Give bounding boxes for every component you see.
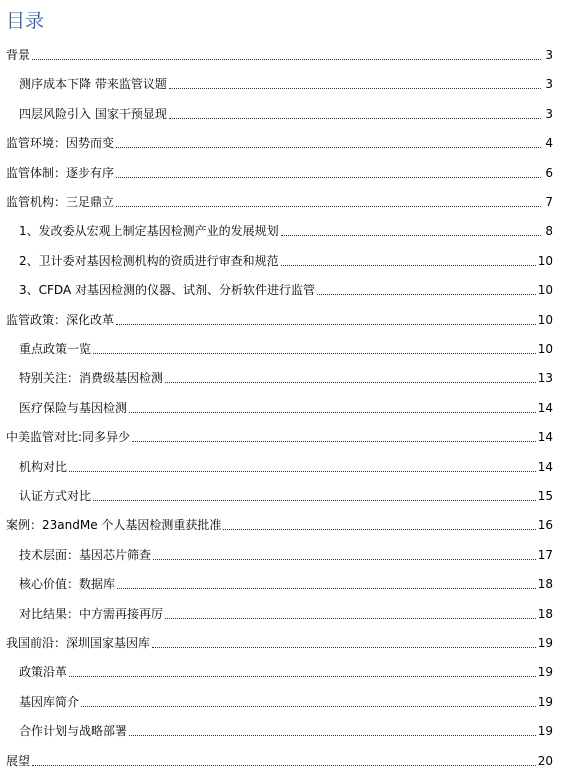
toc-dot-leader	[132, 441, 536, 442]
toc-dot-leader	[169, 118, 541, 119]
toc-entry-label: 测序成本下降 带来监管议题	[19, 77, 167, 92]
toc-entry[interactable]	[19, 664, 553, 680]
toc-dot-leader	[223, 529, 535, 530]
toc-dot-leader	[152, 647, 536, 648]
toc-entry[interactable]	[6, 135, 553, 151]
toc-entry-page-number: 17	[537, 547, 553, 562]
toc-entry-label: 我国前沿：深圳国家基因库	[6, 636, 151, 650]
toc-entry-label: 监管政策：深化改革	[6, 312, 115, 327]
toc-entry[interactable]	[19, 694, 553, 710]
toc-entry-page-number: 6	[545, 165, 553, 180]
toc-entry[interactable]	[6, 517, 553, 533]
toc-entry-label: 监管机构：三足鼎立	[6, 195, 115, 209]
toc-entry-page-number: 8	[545, 224, 553, 239]
toc-entry-label: 认证方式对比	[19, 489, 92, 503]
toc-dot-leader	[69, 676, 536, 677]
toc-dot-leader	[165, 382, 536, 383]
toc-entry[interactable]	[19, 547, 553, 563]
toc-entry-page-number: 16	[537, 518, 553, 533]
toc-entry[interactable]	[6, 47, 553, 63]
toc-dot-leader	[317, 294, 536, 295]
toc-entry-page-number: 4	[545, 136, 553, 151]
toc-dot-leader	[169, 88, 541, 89]
toc-entry-page-number: 15	[537, 489, 553, 503]
toc-entry-label: 合作计划与战略部署	[19, 724, 128, 739]
toc-entry-page-number: 10	[537, 253, 553, 268]
toc-entry-page-number: 10	[537, 312, 553, 327]
toc-entry-page-number: 19	[537, 694, 553, 709]
toc-entry-label: 机构对比	[19, 459, 68, 474]
toc-entry-page-number: 10	[537, 283, 553, 298]
toc-entry-page-number: 14	[537, 430, 553, 445]
toc-dot-leader	[165, 618, 536, 619]
toc-entry-label: 核心价值：数据库	[19, 577, 116, 592]
toc-entry-label: 背景	[6, 48, 31, 62]
toc-entry-label: 基因库简介	[19, 694, 80, 709]
toc-entry-label: 2、卫计委对基因检测机构的资质进行审查和规范	[19, 253, 279, 268]
toc-entry[interactable]	[6, 312, 553, 328]
toc-dot-leader	[129, 412, 536, 413]
toc-entry-label: 展望	[6, 753, 31, 768]
toc-entry-label: 案例：23andMe 个人基因检测重获批准	[6, 518, 222, 533]
toc-entry-page-number: 14	[537, 459, 553, 474]
toc-entry-label: 中美监管对比:同多异少	[6, 430, 131, 445]
toc-entry-label: 特别关注：消费级基因检测	[19, 371, 164, 386]
toc-dot-leader	[32, 765, 536, 766]
toc-entry[interactable]	[19, 723, 553, 739]
toc-entry[interactable]	[6, 165, 553, 181]
toc-dot-leader	[116, 324, 536, 325]
toc-entry-page-number: 3	[545, 77, 553, 92]
toc-entry[interactable]	[6, 635, 553, 651]
toc-entry-label: 医疗保险与基因检测	[19, 400, 128, 415]
toc-entry[interactable]	[19, 370, 553, 386]
toc-entry[interactable]	[19, 576, 553, 592]
toc-entry-page-number: 14	[537, 400, 553, 415]
toc-entry[interactable]	[19, 223, 553, 239]
toc-entry-page-number: 3	[545, 106, 553, 121]
toc-dot-leader	[32, 59, 541, 60]
toc-entry-page-number: 13	[537, 371, 553, 386]
toc-entry-label: 3、CFDA 对基因检测的仪器、试剂、分析软件进行监管	[19, 283, 315, 298]
toc-entry[interactable]	[19, 400, 553, 416]
toc-entry-page-number: 19	[537, 724, 553, 739]
toc-dot-leader	[116, 147, 541, 148]
toc-entry-label: 对比结果：中方需再接再厉	[19, 606, 164, 621]
toc-entry[interactable]	[19, 341, 553, 357]
toc-entry-label: 监管环境：因势而变	[6, 136, 115, 151]
toc-entry[interactable]	[6, 429, 553, 445]
toc-dot-leader	[116, 206, 541, 207]
toc-entry[interactable]	[19, 282, 553, 298]
toc-entry[interactable]	[19, 76, 553, 92]
toc-entry-label: 政策沿革	[19, 665, 68, 680]
toc-entry[interactable]	[19, 253, 553, 269]
toc-dot-leader	[117, 588, 536, 589]
toc-entry[interactable]	[19, 459, 553, 475]
toc-entry-page-number: 18	[537, 577, 553, 592]
toc-entry-page-number: 20	[537, 753, 553, 768]
toc-entry[interactable]	[19, 106, 553, 122]
toc-dot-leader	[153, 559, 536, 560]
toc-entry-page-number: 7	[545, 195, 553, 209]
toc-dot-leader	[116, 177, 541, 178]
toc-entry[interactable]	[19, 606, 553, 622]
toc-dot-leader	[93, 500, 536, 501]
toc-entry-page-number: 3	[545, 48, 553, 62]
toc-dot-leader	[129, 735, 536, 736]
toc-entry-label: 监管体制：逐步有序	[6, 165, 115, 180]
toc-entry-page-number: 18	[537, 606, 553, 621]
toc-entry-label: 技术层面：基因芯片筛查	[19, 547, 152, 562]
toc-dot-leader	[69, 471, 536, 472]
toc-entry-page-number: 19	[537, 665, 553, 680]
toc-dot-leader	[281, 265, 536, 266]
toc-entry-label: 四层风险引入 国家干预显现	[19, 106, 167, 121]
toc-dot-leader	[93, 353, 536, 354]
toc-dot-leader	[81, 706, 536, 707]
toc-dot-leader	[281, 235, 541, 236]
toc-entry-label: 1、发改委从宏观上制定基因检测产业的发展规划	[19, 224, 279, 239]
toc-entry-label: 重点政策一览	[19, 342, 92, 356]
toc-entry-page-number: 19	[537, 636, 553, 650]
toc-entry[interactable]	[6, 194, 553, 210]
toc-entry[interactable]	[19, 488, 553, 504]
toc-entry-page-number: 10	[537, 342, 553, 356]
toc-heading: 目录	[6, 10, 45, 32]
